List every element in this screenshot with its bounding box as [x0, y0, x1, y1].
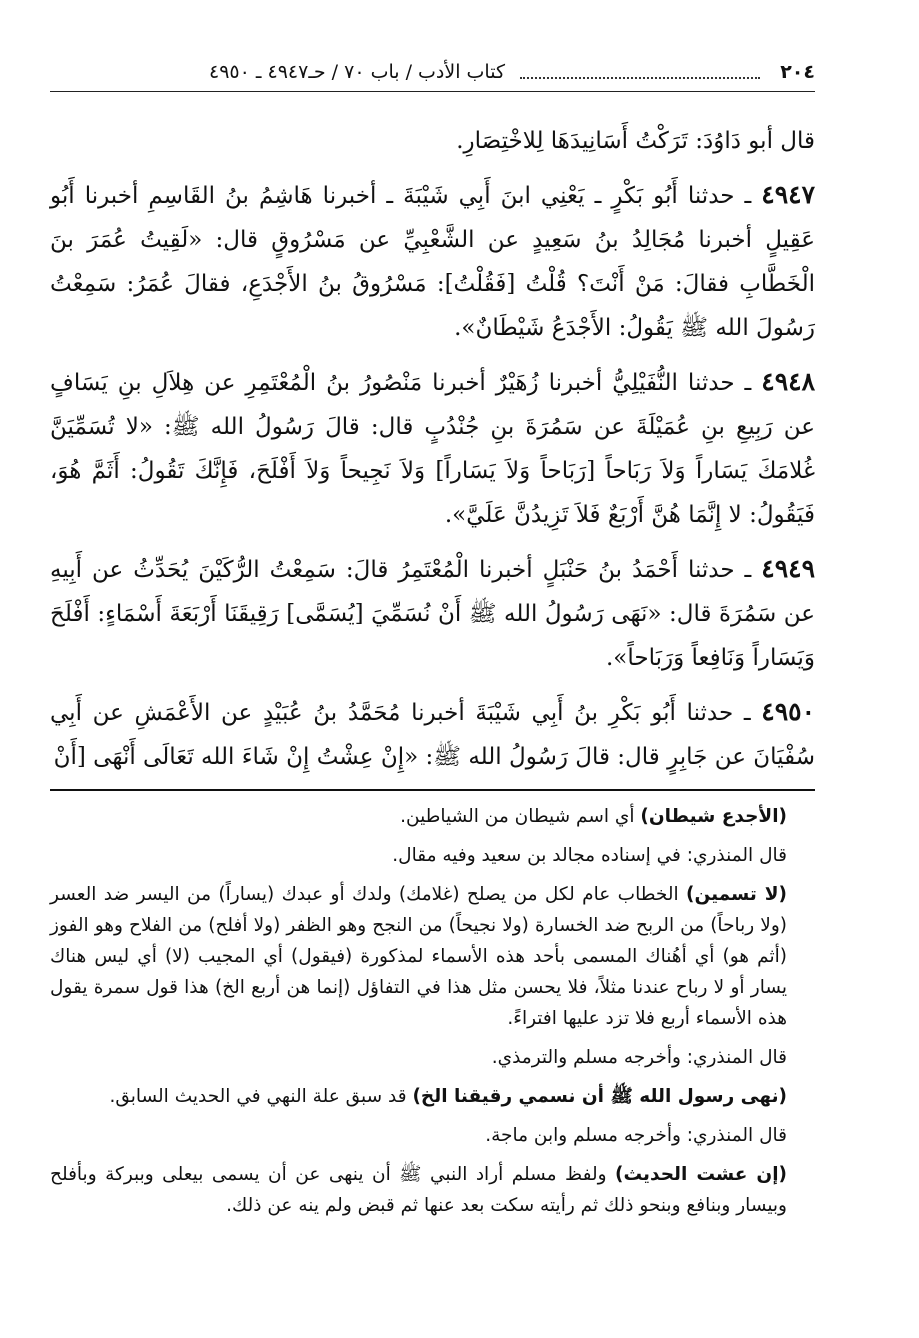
hadith-number: ٤٩٥٠	[761, 697, 815, 726]
note-paragraph	[50, 1159, 815, 1221]
header-dotted-leader	[520, 77, 760, 79]
hadith-text: ـ حدثنا النُّفَيْلِيُّ أخبرنا زُهَيْرٌ أخبرنا مَنْصُورُ بنُ الْمُعْتَمِرِ عن هِلاَلِ بنِ يَسَافٍ عن رَبِيعِ بنِ عُمَيْلَةَ عن سَمُرَةَ بنِ جُنْدُبٍ قال: قالَ رَسُولُ الله ﷺ: «لا تُسَمِّيَنَّ غُلامَكَ يَسَاراً وَلاَ رَبَاحاً [رَبَاحاً وَلاَ يَسَاراً] وَلاَ نَجِيحاً وَلاَ أَفْلَحَ، فَإِنَّكَ تَقُولُ: أَثَمَّ هُوَ، فَيَقُولُ: لا إِنَّمَا هُنَّ أَرْبَعٌ فَلاَ تَزِيدُنَّ عَلَيَّ».	[50, 370, 815, 528]
note-keyword: (لا تسمين)	[686, 884, 787, 905]
hadith-4950	[50, 690, 815, 779]
note-text: ولفظ مسلم أراد النبي ﷺ أن ينهى عن أن يسمى بيعلى وببركة وبأفلح وبيسار وبنافع وبنحو ذلك ثم رأيته سكت بعد عنها ثم قبض ولم ينه عن ذلك.	[50, 1164, 787, 1216]
note-paragraph	[50, 1042, 815, 1073]
intro-line: قال أبو دَاوُدَ: تَرَكْتُ أَسَانِيدَهَا لِلاخْتِصَارِ.	[456, 128, 815, 154]
hadith-4949	[50, 547, 815, 680]
note-keyword: (نهى رسول الله ﷺ أن نسمي رقيقنا الخ)	[412, 1086, 787, 1107]
document-page	[50, 55, 815, 1315]
header-title: كتاب الأدب / باب ٧٠ / حـ٤٩٤٧ ـ ٤٩٥٠	[209, 61, 505, 83]
note-paragraph	[50, 840, 815, 871]
note-keyword: (الأجدع شيطان)	[640, 806, 787, 827]
note-text: أي اسم شيطان من الشياطين.	[400, 806, 641, 827]
note-paragraph	[50, 1081, 815, 1112]
commentary-notes	[50, 801, 815, 1221]
hadith-text: ـ حدثنا أَبُو بَكْرِ بنُ أَبِي شَيْبَةَ أخبرنا مُحَمَّدُ بنُ عُبَيْدٍ عن الأَعْمَشِ عن أَبِي سُفْيَانَ عن جَابِرٍ قال: قالَ رَسُولُ الله ﷺ: «إِنْ عِشْتُ إِنْ شَاءَ الله تَعَالَى أَنْهَى [أَنْ	[50, 700, 815, 770]
note-text: الخطاب عام لكل من يصلح (غلامك) ولدك أو عبدك (يساراً) من اليسر ضد العسر (ولا رباحاً) من الربح ضد الخسارة (ولا نجيحاً) من النجح وهو الظفر (ولا أفلح) من الفلاح وهو الفوز (أثم هو) أي أهُناك المسمى بأحد هذه الأسماء لمذكورة (فيقول) أي المجيب (لا) أي ليس هناك يسار أو لا رباح عندنا مثلاً، فلا يحسن مثل هذا في التفاؤل (إنما هن أربع الخ) هذا قول سمرة يقول هذه الأسماء أربع فلا تزد عليها افتراءً.	[50, 884, 787, 1029]
hadith-number: ٤٩٤٩	[761, 554, 815, 583]
main-text	[50, 119, 815, 779]
hadith-4948	[50, 360, 815, 537]
hadith-4947	[50, 173, 815, 350]
note-text: قال المنذري: وأخرجه مسلم وابن ماجة.	[485, 1125, 787, 1146]
page-number: ٢٠٤	[780, 61, 815, 83]
footnote-divider	[50, 789, 815, 791]
note-text: قال المنذري: في إسناده مجالد بن سعيد وفيه مقال.	[392, 845, 787, 866]
note-text: قال المنذري: وأخرجه مسلم والترمذي.	[491, 1047, 787, 1068]
note-paragraph	[50, 801, 815, 832]
running-header	[50, 55, 815, 89]
note-text: قد سبق علة النهي في الحديث السابق.	[109, 1086, 413, 1107]
note-paragraph	[50, 1120, 815, 1151]
hadith-text: ـ حدثنا أَحْمَدُ بنُ حَنْبَلٍ أخبرنا الْمُعْتَمِرُ قالَ: سَمِعْتُ الرُّكَيْنَ يُحَدِّثُ عن أَبِيهِ عن سَمُرَةَ قال: «نَهَى رَسُولُ الله ﷺ أَنْ نُسَمِّيَ [يُسَمَّى] رَقِيقَنَا أَرْبَعَةَ أَسْمَاءٍ: أَفْلَحَ وَيَسَاراً وَنَافِعاً وَرَبَاحاً».	[50, 557, 815, 671]
hadith-text: ـ حدثنا أَبُو بَكْرٍ ـ يَعْنِي ابنَ أَبِي شَيْبَةَ ـ أخبرنا هَاشِمُ بنُ القَاسِمِ أخبرنا أَبُو عَقِيلٍ أخبرنا مُجَالِدُ بنُ سَعِيدٍ عن الشَّعْبِيِّ عن مَسْرُوقٍ قال: «لَقِيتُ عُمَرَ بنَ الْخَطَّابِ فقالَ: مَنْ أَنْتَ؟ قُلْتُ [فَقُلْتُ]: مَسْرُوقُ بنُ الأَجْدَعِ، فقالَ عُمَرُ: سَمِعْتُ رَسُولَ الله ﷺ يَقُولُ: الأَجْدَعُ شَيْطَانٌ».	[50, 183, 815, 341]
hadith-number: ٤٩٤٧	[761, 180, 815, 209]
note-paragraph	[50, 879, 815, 1034]
note-keyword: (إن عشت الحديث)	[615, 1164, 787, 1185]
hadith-number: ٤٩٤٨	[761, 367, 815, 396]
header-rule	[50, 91, 815, 92]
